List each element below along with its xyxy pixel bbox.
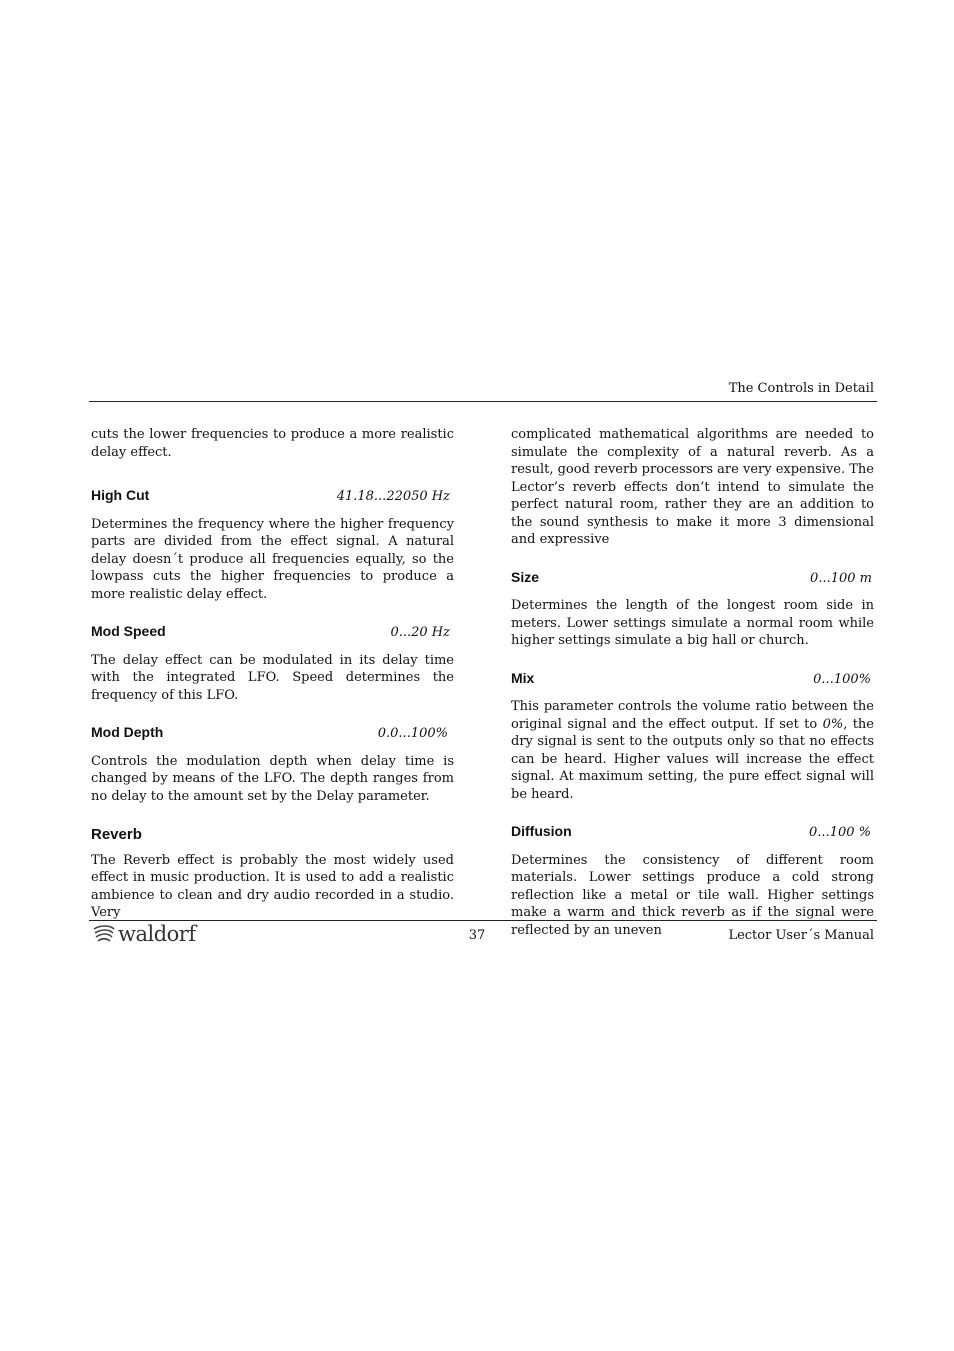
waldorf-swirl-icon xyxy=(92,923,116,945)
right-column xyxy=(511,426,874,939)
running-header: The Controls in Detail xyxy=(728,381,874,396)
intro-paragraph: cuts the lower frequencies to produce a more realistic delay effect. xyxy=(91,427,454,460)
diffusion-heading xyxy=(511,823,874,842)
footer-rule xyxy=(89,920,877,921)
mod-depth-range: 0.0...100% xyxy=(377,726,448,741)
left-column xyxy=(91,426,454,922)
reverb-description: The Reverb effect is probably the most widely used effect in music production. It is used to add a realistic ambience to clean and dry audio recorded in a studio. Very xyxy=(91,852,454,920)
size-heading xyxy=(511,569,874,588)
reverb-intro-continued: complicated mathematical algorithms are needed to simulate the complexity of a natural reverb. As a result, good reverb processors are very expensive. The Lector’s reverb effects don’t intend to simulate the perfect natural room, rather they are an addition to the sound synthesis to make it more 3 dimensional and expressive xyxy=(511,427,874,547)
mod-speed-heading xyxy=(91,623,454,642)
mix-description-value: 0% xyxy=(822,716,844,732)
mod-depth-heading xyxy=(91,724,454,743)
mix-description-a: This parameter controls the volume ratio between the original signal and the effect output. If set to xyxy=(511,699,874,732)
diffusion-name: Diffusion xyxy=(511,823,572,839)
mod-speed-range: 0...20 Hz xyxy=(390,625,450,640)
mod-depth-description: Controls the modulation depth when delay time is changed by means of the LFO. The depth ranges from no delay to the amount set by the Delay parameter. xyxy=(91,753,454,804)
mix-description xyxy=(511,698,874,803)
header-rule xyxy=(89,401,877,402)
reverb-section-heading: Reverb xyxy=(91,826,142,843)
high-cut-range: 41.18...22050 Hz xyxy=(336,489,450,504)
high-cut-name: High Cut xyxy=(91,487,150,503)
high-cut-heading xyxy=(91,487,454,506)
mix-range: 0...100% xyxy=(813,671,871,687)
mix-heading xyxy=(511,670,874,689)
page-number: 37 xyxy=(468,928,486,943)
mod-depth-name: Mod Depth xyxy=(91,724,164,740)
diffusion-range: 0...100 % xyxy=(809,825,871,840)
mix-description-b: , the dry signal is sent to the outputs only so that no effects can be heard. Higher values will increase the effect signal. At maximum setting, the pure effect signal will be heard. xyxy=(511,716,874,802)
manual-title: Lector User´s Manual xyxy=(728,928,874,943)
mod-speed-name: Mod Speed xyxy=(91,623,166,639)
mix-name: Mix xyxy=(511,669,535,686)
logo-wordmark: waldorf xyxy=(118,922,196,946)
size-description: Determines the length of the longest room side in meters. Lower settings simulate a normal room while higher settings simulate a big hall or church. xyxy=(511,598,874,648)
diffusion-description: Determines the consistency of different room materials. Lower settings produce a cold strong reflection like a metal or tile wall. Higher settings make a warm and thick reverb as if the signal were reflected by an uneven xyxy=(511,852,874,938)
waldorf-logo xyxy=(92,922,196,946)
size-name: Size xyxy=(511,568,540,585)
size-range: 0...100 m xyxy=(810,570,872,586)
high-cut-description: Determines the frequency where the higher frequency parts are divided from the effect signal. A natural delay doesn´t produce all frequencies equally, so the lowpass cuts the higher frequencies to produce a more realistic delay effect. xyxy=(91,516,454,602)
mod-speed-description: The delay effect can be modulated in its delay time with the integrated LFO. Speed determines the frequency of this LFO. xyxy=(91,652,454,703)
